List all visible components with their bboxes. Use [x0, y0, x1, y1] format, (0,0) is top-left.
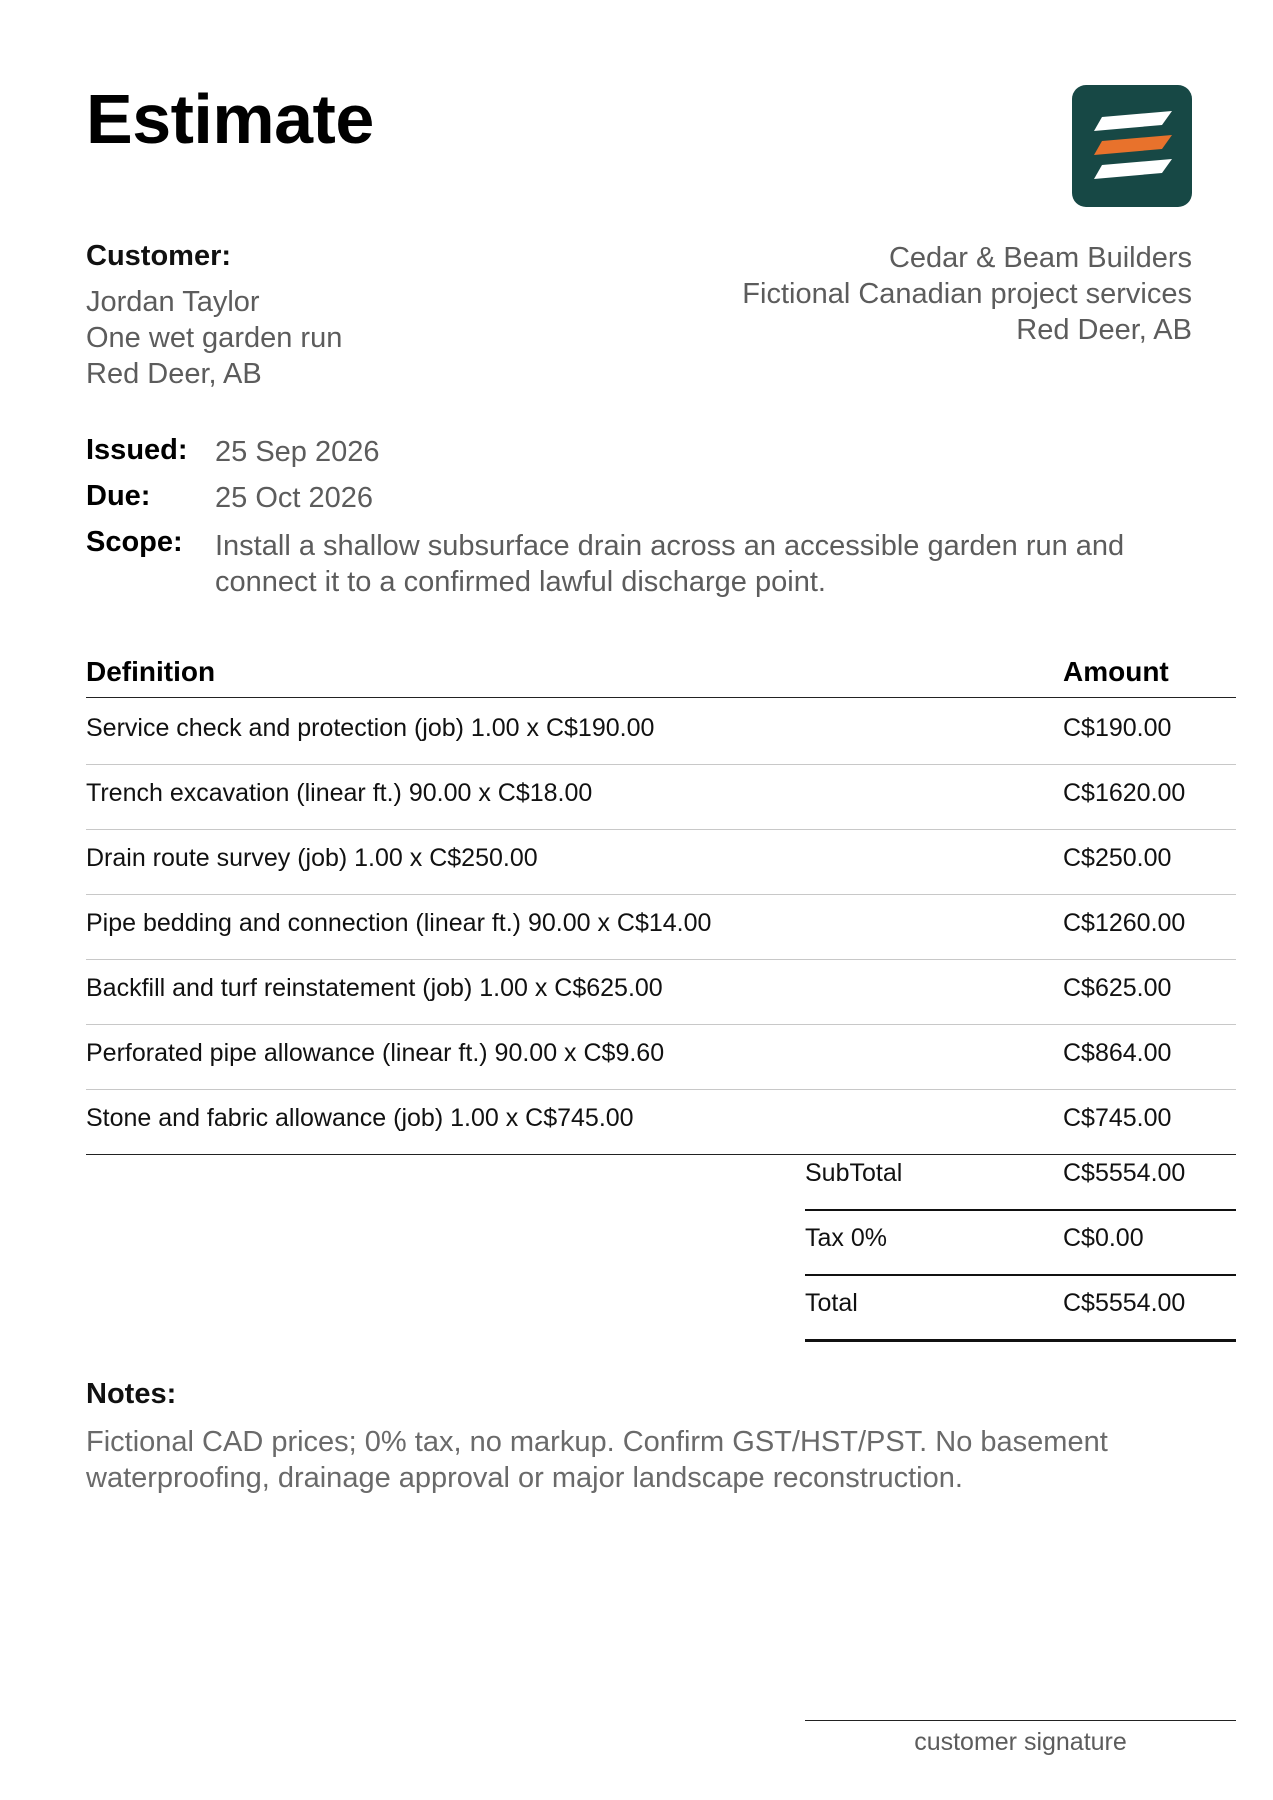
total-label: Total [805, 1289, 858, 1317]
header-divider [86, 697, 1236, 698]
row-amount: C$1260.00 [1063, 909, 1186, 937]
customer-city: Red Deer, AB [86, 358, 262, 390]
issued-label: Issued: [86, 434, 188, 466]
tax-row [805, 1209, 1236, 1276]
due-label: Due: [86, 480, 151, 512]
amount-column-header: Amount [1063, 656, 1169, 687]
notes-label: Notes: [86, 1378, 177, 1410]
subtotal-value: C$5554.00 [1063, 1159, 1186, 1187]
row-definition: Stone and fabric allowance (job) 1.00 x C$745.00 [86, 1104, 634, 1132]
table-row [86, 894, 1236, 960]
customer-address: One wet garden run [86, 322, 343, 354]
document-title: Estimate [86, 80, 374, 158]
table-row [86, 764, 1236, 830]
company-tagline: Fictional Canadian project services [742, 278, 1192, 310]
row-definition: Trench excavation (linear ft.) 90.00 x C$18.00 [86, 779, 593, 807]
row-definition: Backfill and turf reinstatement (job) 1.00 x C$625.00 [86, 974, 663, 1002]
signature-label: customer signature [914, 1728, 1127, 1756]
subtotal-label: SubTotal [805, 1159, 903, 1187]
company-block [742, 240, 1192, 348]
total-row [805, 1274, 1236, 1342]
signature-line [805, 1720, 1236, 1721]
definition-column-header: Definition [86, 656, 216, 687]
table-row [86, 699, 1236, 765]
tax-label: Tax 0% [805, 1224, 887, 1252]
subtotal-row [805, 1144, 1236, 1211]
table-row [86, 1024, 1236, 1090]
total-value: C$5554.00 [1063, 1289, 1186, 1317]
stacked-layers-logo-icon [1072, 85, 1192, 207]
customer-label: Customer: [86, 240, 232, 272]
scope-label: Scope: [86, 526, 183, 558]
row-definition: Drain route survey (job) 1.00 x C$250.00 [86, 844, 538, 872]
row-definition: Perforated pipe allowance (linear ft.) 90.00 x C$9.60 [86, 1039, 665, 1067]
scope-text: Install a shallow subsurface drain across an accessible garden run and connect it to a confirmed lawful discharge point. [215, 530, 1125, 598]
customer-block [86, 284, 342, 392]
row-amount: C$1620.00 [1063, 779, 1186, 807]
row-amount: C$745.00 [1063, 1104, 1172, 1132]
issued-date: 25 Sep 2026 [215, 436, 380, 468]
row-amount: C$250.00 [1063, 844, 1172, 872]
tax-value: C$0.00 [1063, 1224, 1144, 1252]
due-date: 25 Oct 2026 [215, 482, 373, 514]
row-definition: Service check and protection (job) 1.00 x C$190.00 [86, 714, 655, 742]
company-city: Red Deer, AB [1016, 314, 1192, 346]
customer-name: Jordan Taylor [86, 286, 260, 318]
row-amount: C$864.00 [1063, 1039, 1172, 1067]
row-definition: Pipe bedding and connection (linear ft.) 90.00 x C$14.00 [86, 909, 712, 937]
row-amount: C$625.00 [1063, 974, 1172, 1002]
table-row [86, 829, 1236, 895]
notes-text: Fictional CAD prices; 0% tax, no markup. Confirm GST/HST/PST. No basement waterproofing, drainage approval or major landscape reconstruction. [86, 1426, 1108, 1494]
company-name: Cedar & Beam Builders [888, 242, 1192, 274]
row-amount: C$190.00 [1063, 714, 1172, 742]
table-row [86, 959, 1236, 1025]
